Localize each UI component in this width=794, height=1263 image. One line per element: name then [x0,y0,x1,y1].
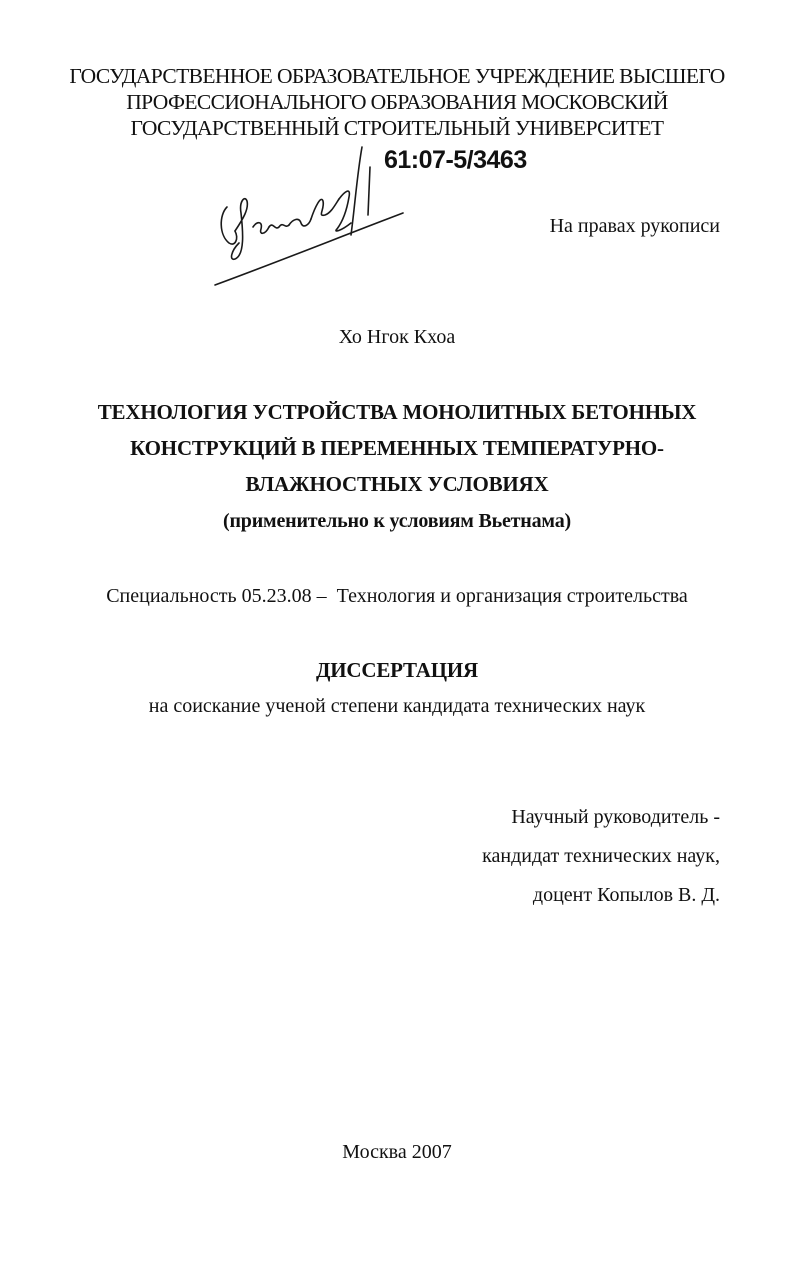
title-subtitle: (применительно к условиям Вьетнама) [223,510,571,532]
institution-line-3: ГОСУДАРСТВЕННЫЙ СТРОИТЕЛЬНЫЙ УНИВЕРСИТЕТ [130,116,664,140]
supervisor-line-2: кандидат технических наук, [482,845,720,867]
place-year: Москва 2007 [342,1141,452,1163]
specialty: Специальность 05.23.08 – Технология и организация строительства [106,585,688,607]
degree-line: на соискание ученой степени кандидата технических наук [148,695,646,717]
title-line-3: ВЛАЖНОСТНЫХ УСЛОВИЯХ [245,472,549,496]
title-line-1: ТЕХНОЛОГИЯ УСТРОЙСТВА МОНОЛИТНЫХ БЕТОННЫХ [97,400,697,424]
supervisor-line-1: Научный руководитель - [511,806,720,828]
catalog-number: 61:07-5/3463 [384,146,527,174]
institution-line-2: ПРОФЕССИОНАЛЬНОГО ОБРАЗОВАНИЯ МОСКОВСКИЙ [126,90,668,114]
rights-note: На правах рукописи [549,215,720,237]
supervisor-line-3: доцент Копылов В. Д. [532,884,720,906]
title-line-2: КОНСТРУКЦИЙ В ПЕРЕМЕННЫХ ТЕМПЕРАТУРНО- [130,436,664,460]
author-name: Хо Нгок Кхоа [338,326,456,348]
institution-line-1: ГОСУДАРСТВЕННОЕ ОБРАЗОВАТЕЛЬНОЕ УЧРЕЖДЕНИЕ ВЫСШЕГО [69,64,725,88]
work-type: ДИССЕРТАЦИЯ [316,658,478,682]
signature [205,135,415,295]
